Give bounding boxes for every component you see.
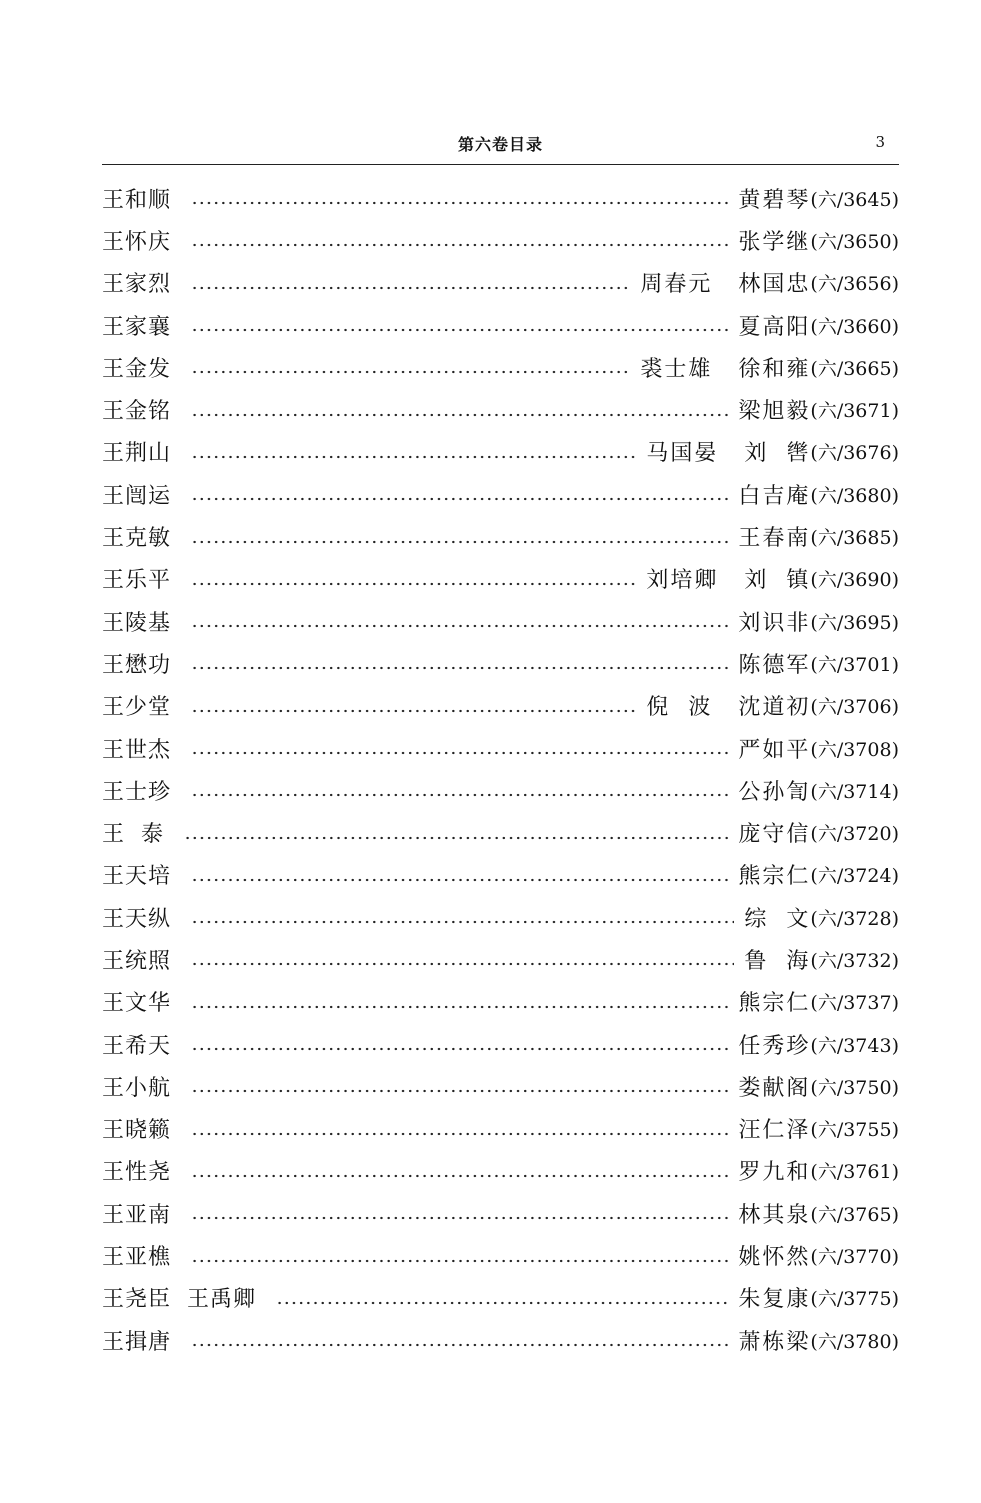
entry-author: 夏高阳 bbox=[738, 314, 811, 340]
dot-leader bbox=[191, 751, 728, 755]
dot-leader bbox=[191, 666, 728, 670]
entry-author: 朱复康 bbox=[738, 1287, 811, 1313]
entry-page-reference: (六/3671) bbox=[810, 400, 899, 423]
entry-author: 林其泉 bbox=[738, 1202, 811, 1228]
entry-subject-name: 王 泰 bbox=[102, 822, 164, 848]
entry-author: 汪仁泽 bbox=[738, 1118, 811, 1144]
entry-author: 姚怀然 bbox=[738, 1245, 811, 1271]
entry-page-reference: (六/3708) bbox=[810, 738, 899, 761]
entry-author: 熊宗仁 bbox=[738, 864, 811, 890]
entry-subject-name: 王性尧 bbox=[102, 1160, 172, 1186]
entry-subject-name: 王怀庆 bbox=[102, 229, 172, 255]
entry-author: 鲁 海 bbox=[744, 948, 811, 974]
toc-entry[interactable] bbox=[102, 346, 899, 388]
dot-leader bbox=[184, 836, 728, 840]
entry-subject-name: 王揖唐 bbox=[102, 1329, 172, 1355]
dot-leader bbox=[191, 878, 728, 882]
entry-subject-name: 王闿运 bbox=[102, 483, 172, 509]
toc-entry[interactable] bbox=[102, 262, 899, 304]
entry-coauthor: 裘士雄 bbox=[640, 356, 713, 382]
entry-page-reference: (六/3765) bbox=[810, 1203, 899, 1226]
entry-author: 庞守信 bbox=[738, 822, 811, 848]
entry-page-reference: (六/3720) bbox=[810, 823, 899, 846]
toc-entry[interactable] bbox=[102, 304, 899, 346]
entry-author: 刘 镇 bbox=[744, 568, 811, 594]
entry-author: 陈德军 bbox=[738, 652, 811, 678]
entry-subject-name: 王亚樵 bbox=[102, 1245, 172, 1271]
entry-subject-name: 王世杰 bbox=[102, 737, 172, 763]
dot-leader bbox=[191, 962, 734, 966]
entry-coauthor: 刘培卿 bbox=[646, 568, 719, 594]
toc-entry[interactable] bbox=[102, 642, 899, 684]
entry-subject-name: 王懋功 bbox=[102, 652, 172, 678]
toc-entry[interactable] bbox=[102, 431, 899, 473]
toc-entry[interactable] bbox=[102, 685, 899, 727]
dot-leader bbox=[191, 455, 636, 459]
entry-page-reference: (六/3650) bbox=[810, 230, 899, 253]
toc-entry[interactable] bbox=[102, 1277, 899, 1319]
entry-page-reference: (六/3690) bbox=[810, 569, 899, 592]
entry-page-reference: (六/3645) bbox=[810, 188, 899, 211]
entry-author: 罗九和 bbox=[738, 1160, 811, 1186]
dot-leader bbox=[191, 1132, 728, 1136]
entry-subject-name: 王少堂 bbox=[102, 695, 172, 721]
page-title: 第六卷目录 bbox=[457, 135, 543, 154]
page-number: 3 bbox=[875, 133, 885, 151]
entry-page-reference: (六/3761) bbox=[810, 1161, 899, 1184]
dot-leader bbox=[191, 370, 630, 374]
entry-page-reference: (六/3743) bbox=[810, 1034, 899, 1057]
entry-page-reference: (六/3775) bbox=[810, 1288, 899, 1311]
dot-leader bbox=[191, 709, 636, 713]
entry-author: 黄碧琴 bbox=[738, 187, 811, 213]
entry-page-reference: (六/3656) bbox=[810, 273, 899, 296]
toc-entry[interactable] bbox=[102, 1319, 899, 1361]
entry-author: 刘识非 bbox=[738, 610, 811, 636]
entry-coauthor: 倪 波 bbox=[646, 695, 713, 721]
entry-subject-name: 王亚南 bbox=[102, 1202, 172, 1228]
entry-subject-name: 王家襄 bbox=[102, 314, 172, 340]
entry-author: 熊宗仁 bbox=[738, 991, 811, 1017]
toc-entry[interactable] bbox=[102, 854, 899, 896]
toc-entry[interactable] bbox=[102, 981, 899, 1023]
entry-page-reference: (六/3714) bbox=[810, 780, 899, 803]
dot-leader bbox=[191, 1343, 728, 1347]
toc-entry[interactable] bbox=[102, 473, 899, 515]
entry-author: 综 文 bbox=[744, 906, 811, 932]
entry-author: 娄献阁 bbox=[738, 1075, 811, 1101]
entry-subject-name: 王士珍 bbox=[102, 779, 172, 805]
entry-subject-name: 王晓籁 bbox=[102, 1118, 172, 1144]
entry-page-reference: (六/3695) bbox=[810, 611, 899, 634]
dot-leader bbox=[191, 540, 728, 544]
entry-page-reference: (六/3706) bbox=[810, 696, 899, 719]
dot-leader bbox=[191, 920, 734, 924]
toc-entries bbox=[102, 177, 899, 1361]
toc-entry[interactable] bbox=[102, 1108, 899, 1150]
dot-leader bbox=[191, 413, 728, 417]
entry-author: 张学继 bbox=[738, 229, 811, 255]
entry-author: 严如平 bbox=[738, 737, 811, 763]
entry-page-reference: (六/3680) bbox=[810, 484, 899, 507]
entry-page-reference: (六/3737) bbox=[810, 992, 899, 1015]
entry-subject-name: 王天纵 bbox=[102, 906, 172, 932]
dot-leader bbox=[191, 793, 728, 797]
entry-subject-name: 王荆山 bbox=[102, 441, 172, 467]
entry-page-reference: (六/3728) bbox=[810, 907, 899, 930]
toc-entry[interactable] bbox=[102, 219, 899, 261]
entry-subject-name: 王金发 bbox=[102, 356, 172, 382]
entry-author: 任秀珍 bbox=[738, 1033, 811, 1059]
entry-page-reference: (六/3724) bbox=[810, 865, 899, 888]
dot-leader bbox=[191, 1216, 728, 1220]
entry-coauthor: 马国晏 bbox=[646, 441, 719, 467]
entry-subject-name: 王和顺 bbox=[102, 187, 172, 213]
entry-subject-name: 王天培 bbox=[102, 864, 172, 890]
entry-page-reference: (六/3701) bbox=[810, 653, 899, 676]
dot-leader bbox=[191, 582, 636, 586]
toc-entry[interactable] bbox=[102, 600, 899, 642]
toc-entry[interactable] bbox=[102, 811, 899, 853]
entry-subject-name: 王家烈 bbox=[102, 272, 172, 298]
dot-leader bbox=[191, 497, 728, 501]
entry-page-reference: (六/3676) bbox=[810, 442, 899, 465]
entry-author: 白吉庵 bbox=[738, 483, 811, 509]
toc-entry[interactable] bbox=[102, 896, 899, 938]
entry-page-reference: (六/3685) bbox=[810, 527, 899, 550]
entry-subject-name: 王统照 bbox=[102, 948, 172, 974]
entry-page-reference: (六/3780) bbox=[810, 1330, 899, 1353]
page-header bbox=[102, 128, 899, 165]
entry-author: 萧栋梁 bbox=[738, 1329, 811, 1355]
entry-page-reference: (六/3660) bbox=[810, 315, 899, 338]
entry-page-reference: (六/3750) bbox=[810, 1076, 899, 1099]
entry-subject-name: 王金铭 bbox=[102, 399, 172, 425]
dot-leader bbox=[191, 286, 630, 290]
entry-page-reference: (六/3770) bbox=[810, 1246, 899, 1269]
toc-entry[interactable] bbox=[102, 727, 899, 769]
dot-leader bbox=[191, 1005, 728, 1009]
entry-subject-name: 王克敏 bbox=[102, 526, 172, 552]
toc-entry[interactable] bbox=[102, 558, 899, 600]
dot-leader bbox=[191, 624, 728, 628]
toc-entry[interactable] bbox=[102, 1192, 899, 1234]
dot-leader bbox=[191, 1174, 728, 1178]
toc-entry[interactable] bbox=[102, 388, 899, 430]
toc-entry[interactable] bbox=[102, 1023, 899, 1065]
toc-entry[interactable] bbox=[102, 515, 899, 557]
entry-page-reference: (六/3665) bbox=[810, 357, 899, 380]
entry-subject-name: 王文华 bbox=[102, 991, 172, 1017]
entry-page-reference: (六/3755) bbox=[810, 1119, 899, 1142]
entry-subject-name: 王陵基 bbox=[102, 610, 172, 636]
dot-leader bbox=[191, 243, 728, 247]
toc-entry[interactable] bbox=[102, 1234, 899, 1276]
entry-author: 林国忠 bbox=[738, 272, 811, 298]
toc-entry[interactable] bbox=[102, 769, 899, 811]
toc-entry[interactable] bbox=[102, 177, 899, 219]
entry-page-reference: (六/3732) bbox=[810, 949, 899, 972]
dot-leader bbox=[191, 201, 728, 205]
toc-entry[interactable] bbox=[102, 1150, 899, 1192]
dot-leader bbox=[191, 1259, 728, 1263]
entry-subject-name: 王小航 bbox=[102, 1075, 172, 1101]
toc-entry[interactable] bbox=[102, 1065, 899, 1107]
entry-subject-name: 王乐平 bbox=[102, 568, 172, 594]
entry-author: 王春南 bbox=[738, 526, 811, 552]
toc-entry[interactable] bbox=[102, 938, 899, 980]
dot-leader bbox=[276, 1301, 728, 1305]
entry-coauthor: 周春元 bbox=[640, 272, 713, 298]
entry-author: 沈道初 bbox=[738, 695, 811, 721]
dot-leader bbox=[191, 328, 728, 332]
entry-subject-name: 王尧臣 王禹卿 bbox=[102, 1287, 256, 1313]
dot-leader bbox=[191, 1047, 728, 1051]
entry-subject-name: 王希天 bbox=[102, 1033, 172, 1059]
entry-author: 刘 辔 bbox=[744, 441, 811, 467]
entry-author: 梁旭毅 bbox=[738, 399, 811, 425]
entry-author: 徐和雍 bbox=[738, 356, 811, 382]
dot-leader bbox=[191, 1089, 728, 1093]
entry-author: 公孙訇 bbox=[738, 779, 811, 805]
